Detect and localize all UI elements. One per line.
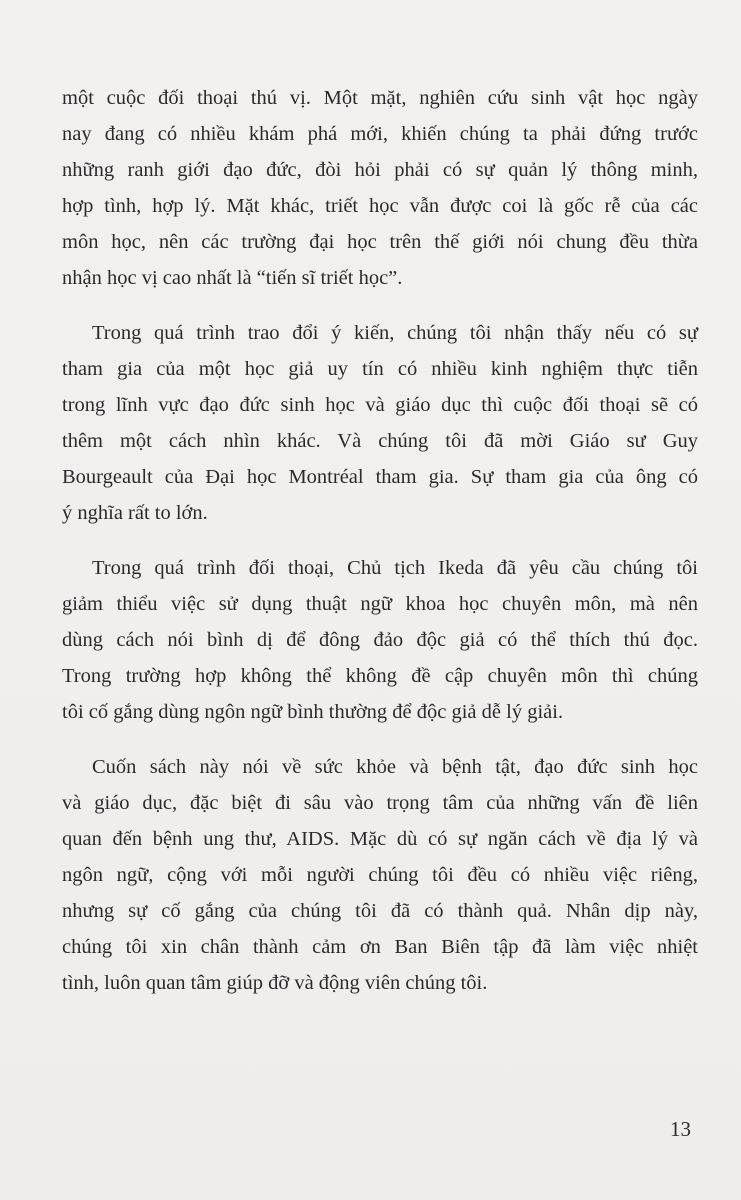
text-line: Trong quá trình đối thoại, Chủ tịch Ikeda đã yêu cầu chúng tôi — [92, 557, 698, 579]
text-line: ngôn ngữ, cộng với mỗi người chúng tôi đều có nhiều việc riêng, — [62, 864, 698, 886]
text-line: và giáo dục, đặc biệt đi sâu vào trọng tâm của những vấn đề liên — [62, 792, 698, 814]
text-line: tham gia của một học giả uy tín có nhiều kinh nghiệm thực tiễn — [62, 358, 698, 380]
text-line: nhưng sự cố gắng của chúng tôi đã có thành quả. Nhân dịp này, — [62, 900, 698, 922]
text-line: nhận học vị cao nhất là “tiến sĩ triết học”. — [62, 267, 403, 289]
text-line: dùng cách nói bình dị để đông đảo độc giả có thể thích thú đọc. — [62, 629, 698, 651]
text-line: Trong trường hợp không thể không đề cập chuyên môn thì chúng — [62, 665, 698, 687]
paragraph-1 — [62, 80, 698, 296]
text-line: một cuộc đối thoại thú vị. Một mặt, nghiên cứu sinh vật học ngày — [62, 87, 698, 109]
text-line: tình, luôn quan tâm giúp đỡ và động viên chúng tôi. — [62, 972, 488, 994]
paragraph-3 — [62, 550, 698, 730]
text-line: hợp tình, hợp lý. Mặt khác, triết học vẫn được coi là gốc rễ của các — [62, 195, 698, 217]
text-line: nay đang có nhiều khám phá mới, khiến chúng ta phải đứng trước — [62, 123, 698, 145]
paragraph-spacer — [62, 296, 698, 315]
text-line: ý nghĩa rất to lớn. — [62, 502, 208, 524]
text-line: Bourgeault của Đại học Montréal tham gia. Sự tham gia của ông có — [62, 466, 698, 488]
page-number: 13 — [670, 1117, 691, 1141]
text-line: Trong quá trình trao đổi ý kiến, chúng tôi nhận thấy nếu có sự — [92, 322, 698, 344]
paragraph-4 — [62, 749, 698, 1001]
paragraph-2 — [62, 315, 698, 531]
paragraph-spacer — [62, 531, 698, 550]
text-line: chúng tôi xin chân thành cảm ơn Ban Biên tập đã làm việc nhiệt — [62, 936, 698, 958]
text-line: môn học, nên các trường đại học trên thế giới nói chung đều thừa — [62, 231, 698, 253]
text-line: những ranh giới đạo đức, đòi hỏi phải có sự quản lý thông minh, — [62, 159, 698, 181]
text-line: trong lĩnh vực đạo đức sinh học và giáo dục thì cuộc đối thoại sẽ có — [62, 394, 698, 416]
body-text — [62, 80, 698, 1001]
text-line: quan đến bệnh ung thư, AIDS. Mặc dù có sự ngăn cách về địa lý và — [62, 828, 698, 850]
text-line: thêm một cách nhìn khác. Và chúng tôi đã mời Giáo sư Guy — [62, 430, 698, 452]
paragraph-spacer — [62, 730, 698, 749]
text-line: Cuốn sách này nói về sức khỏe và bệnh tật, đạo đức sinh học — [92, 756, 698, 778]
text-line: tôi cố gắng dùng ngôn ngữ bình thường để độc giả dễ lý giải. — [62, 701, 564, 723]
text-line: giảm thiểu việc sử dụng thuật ngữ khoa học chuyên môn, mà nên — [62, 593, 698, 615]
